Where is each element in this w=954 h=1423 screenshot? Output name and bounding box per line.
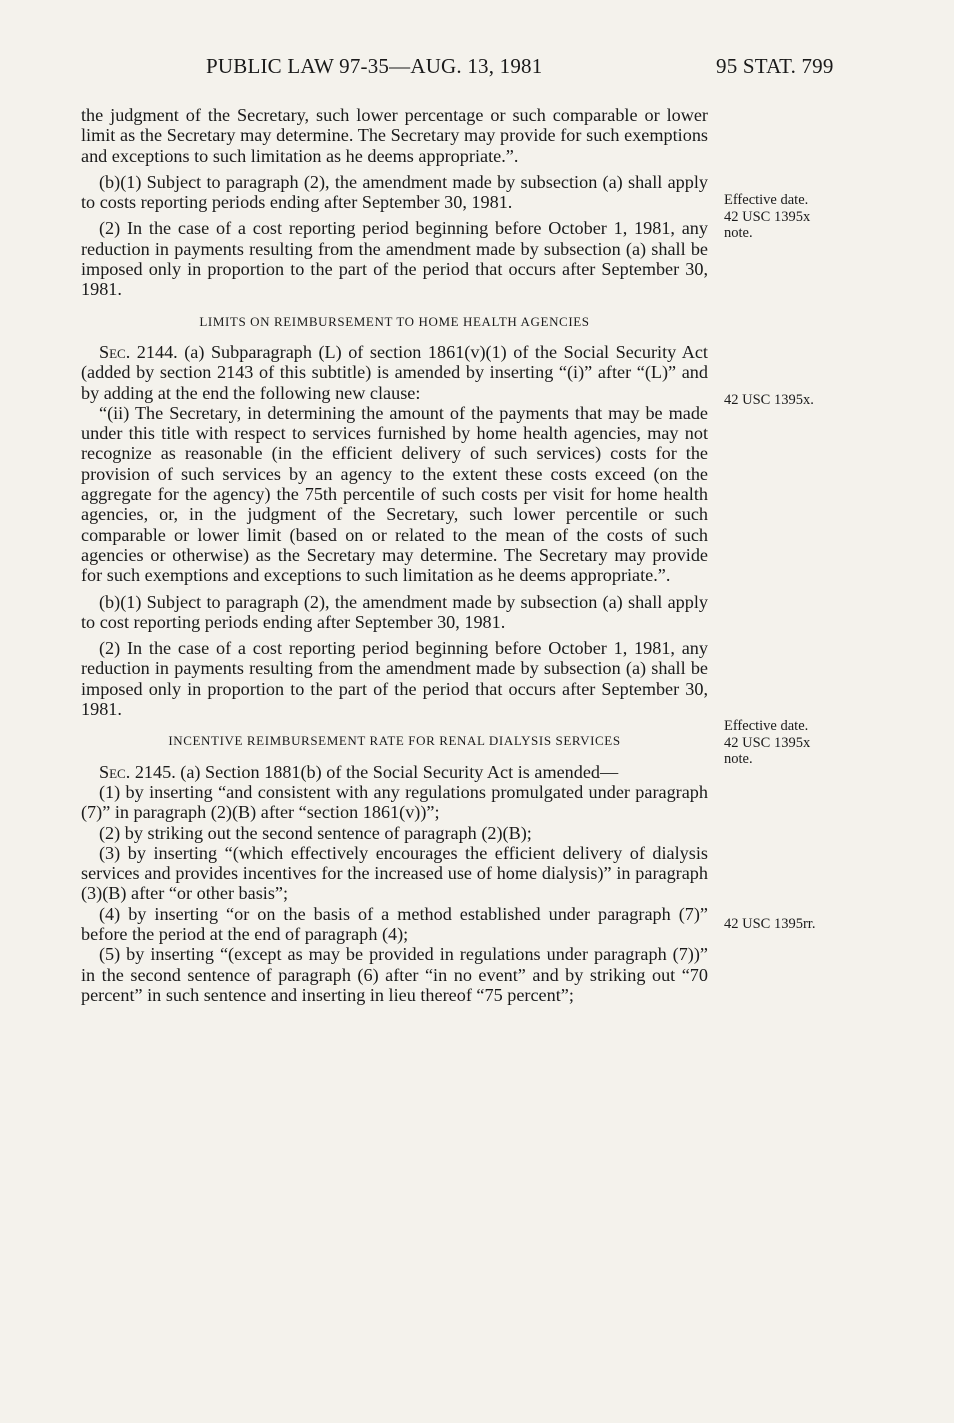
clause-ii: “(ii) The Secretary, in determining the amount of the payments that may be made under this title with respect to services furnished by home health agencies, may not recognize as reasonable (in the efficient delivery of such services) costs for the provision of such services by an agency to the extent these costs exceed (on the aggregate for the agency) the 75th percentile of such costs per visit for home health agencies, or, in the judgment of the Secretary, such lower percentile or such comparable or lower limit (based on or related to the mean of the costs of such agencies or otherwise) as the Secretary may determine. The Secretary may provide for such exemptions and exceptions to such limitation as he deems appropriate.”. <box>81 402 708 586</box>
sec-label: Sec. <box>99 761 131 782</box>
margin-note-line: 42 USC 1395x <box>724 208 811 225</box>
list-item: (3) by inserting “(which effectively encourages the efficient delivery of dialysis services and provides incentives for the increased use of home dialysis)” in paragraph (3)(B) after “or other basis”; <box>81 842 708 904</box>
margin-note-line: note. <box>724 751 753 767</box>
sec-label: Sec. <box>99 341 131 362</box>
paragraph-b2-2144: (2) In the case of a cost reporting period beginning before October 1, 1981, any reduction in payments resulting from the amendment made by subsection (a) shall be imposed only in proportion to the part of the period that occurs after September 30, 1981. <box>81 638 708 720</box>
section-2144 <box>81 342 708 403</box>
list-item: (2) by striking out the second sentence of paragraph (2)(B); <box>99 822 532 843</box>
margin-note-usc-2: 42 USC 1395rr. <box>724 916 816 932</box>
paragraph-b1-2144: (b)(1) Subject to paragraph (2), the amendment made by subsection (a) shall apply to cost reporting periods ending after September 30, 1981. <box>81 591 708 632</box>
margin-note-line: note. <box>724 225 753 241</box>
margin-note-effective-date-1 <box>724 192 854 242</box>
list-item: (4) by inserting “or on the basis of a method established under paragraph (7)” before the period at the end of paragraph (4); <box>81 903 708 944</box>
section-heading-renal-dialysis: INCENTIVE REIMBURSEMENT RATE FOR RENAL DIALYSIS SERVICES <box>168 733 621 749</box>
margin-note-line: Effective date. <box>724 192 809 208</box>
section-2145 <box>81 762 708 782</box>
section-2144-text: 2144. (a) Subparagraph (L) of section 1861(v)(1) of the Social Security Act (added by section 2143 of this subtitle) is amended by inserting “(i)” after “(L)” and by adding at the end the following new clause: <box>81 341 708 403</box>
margin-note-line: 42 USC 1395x <box>724 734 811 751</box>
page-number: 95 STAT. 799 <box>716 54 834 78</box>
margin-note-effective-date-2 <box>724 718 854 768</box>
section-heading-home-health: LIMITS ON REIMBURSEMENT TO HOME HEALTH AGENCIES <box>199 313 590 329</box>
paragraph-b1: (b)(1) Subject to paragraph (2), the amendment made by subsection (a) shall apply to costs reporting periods ending after September 30, 1981. <box>81 171 708 213</box>
section-2145-text: 2145. (a) Section 1881(b) of the Social Security Act is amended— <box>130 761 619 782</box>
list-item: (5) by inserting “(except as may be provided in regulations under paragraph (7))” in the second sentence of paragraph (6) after “in no event” and by striking out “70 percent” in such sentence and inserting in lieu thereof “75 percent”; <box>81 944 708 1005</box>
paragraph-b2: (2) In the case of a cost reporting period beginning before October 1, 1981, any reduction in payments resulting from the amendment made by subsection (a) shall be imposed only in proportion to the part of the period that occurs after September 30, 1981. <box>81 218 708 300</box>
margin-note-line: Effective date. <box>724 718 809 734</box>
page-header <box>0 54 954 88</box>
margin-note-usc-1: 42 USC 1395x. <box>724 392 814 408</box>
main-text <box>81 105 708 1005</box>
running-title: PUBLIC LAW 97-35—AUG. 13, 1981 <box>206 54 543 78</box>
list-item: (1) by inserting “and consistent with any regulations promulgated under paragraph (7)” in paragraph (2)(B) after “section 1861(v))”; <box>81 781 708 823</box>
paragraph-continued: the judgment of the Secretary, such lower percentage or such comparable or lower limit as the Secretary may determine. The Secretary may provide for such exemptions and exceptions to such limitation as he deems appropriate.”. <box>81 105 708 166</box>
